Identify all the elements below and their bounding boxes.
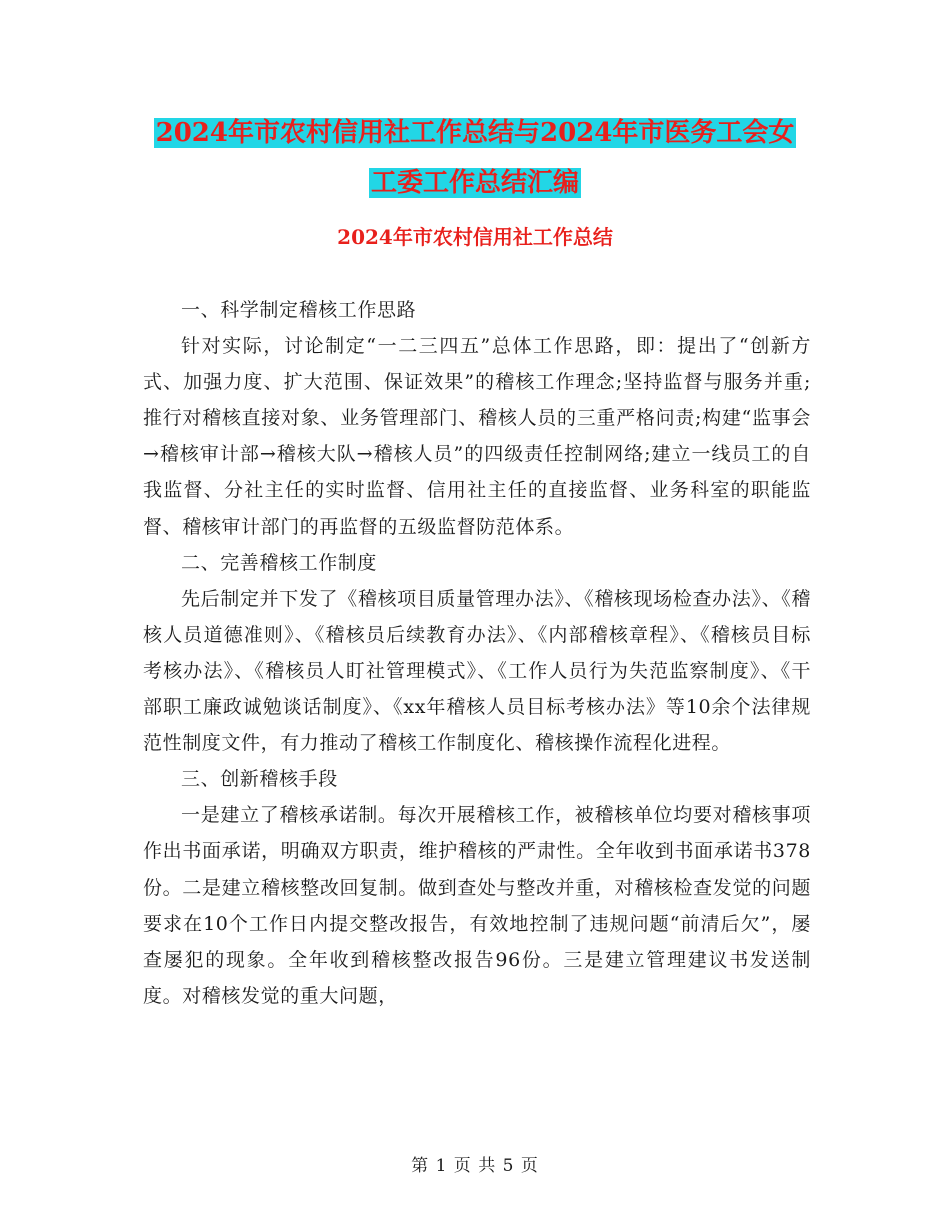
heading-3: 三、创新稽核手段 — [181, 768, 338, 791]
page-footer: 第 1 页 共 5 页 — [411, 1156, 539, 1176]
paragraph-2: 先后制定并下发了《稽核项目质量管理办法》、《稽核现场检查办法》、《稽核人员道德准则》、《稽核员后续教育办法》、《内部稽核章程》、《稽核员目标考核办法》、《稽核员人盯社管理模式》、《工作人员行为失范监察制度》、《干部职工廉政诚勉谈话制度》、《xx年稽核人员目标考核办法》等10余个法律规范性制度文件，有力推动了稽核工作制度化、稽核操作流程化进程。 — [143, 587, 811, 755]
paragraph-3: 一是建立了稽核承诺制。每次开展稽核工作，被稽核单位均要对稽核事项作出书面承诺，明确双方职责，维护稽核的严肃性。全年收到书面承诺书378份。二是建立稽核整改回复制。做到查处与整改并重，对稽核检查发觉的问题要求在10个工作日内提交整改报告，有效地控制了违规问题“前清后欠”，屡查屡犯的现象。全年收到稽核整改报告96份。三是建立管理建议书发送制度。对稽核发觉的重大问题， — [143, 804, 811, 1007]
section-title: 2024年市农村信用社工作总结 — [337, 225, 613, 249]
document-title-line-2: 工委工作总结汇编 — [370, 168, 579, 198]
heading-1: 一、科学制定稽核工作思路 — [181, 299, 417, 321]
document-title — [0, 108, 950, 208]
paragraph-1: 针对实际，讨论制定“一二三四五”总体工作思路，即：提出了“创新方式、加强力度、扩大范围、保证效果”的稽核工作理念;坚持监督与服务并重;推行对稽核直接对象、业务管理部门、稽核人员的三重严格问责;构建“监事会→稽核审计部→稽核大队→稽核人员”的四级责任控制网络;建立一线员工的自我监督、分社主任的实时监督、信用社主任的直接监督、业务科室的职能监督、稽核审计部门的再监督的五级监督防范体系。 — [143, 335, 811, 538]
heading-2: 二、完善稽核工作制度 — [181, 551, 378, 574]
document-title-line-1: 2024年市农村信用社工作总结与2024年市医务工会女 — [155, 118, 795, 148]
document-body — [143, 292, 811, 1014]
